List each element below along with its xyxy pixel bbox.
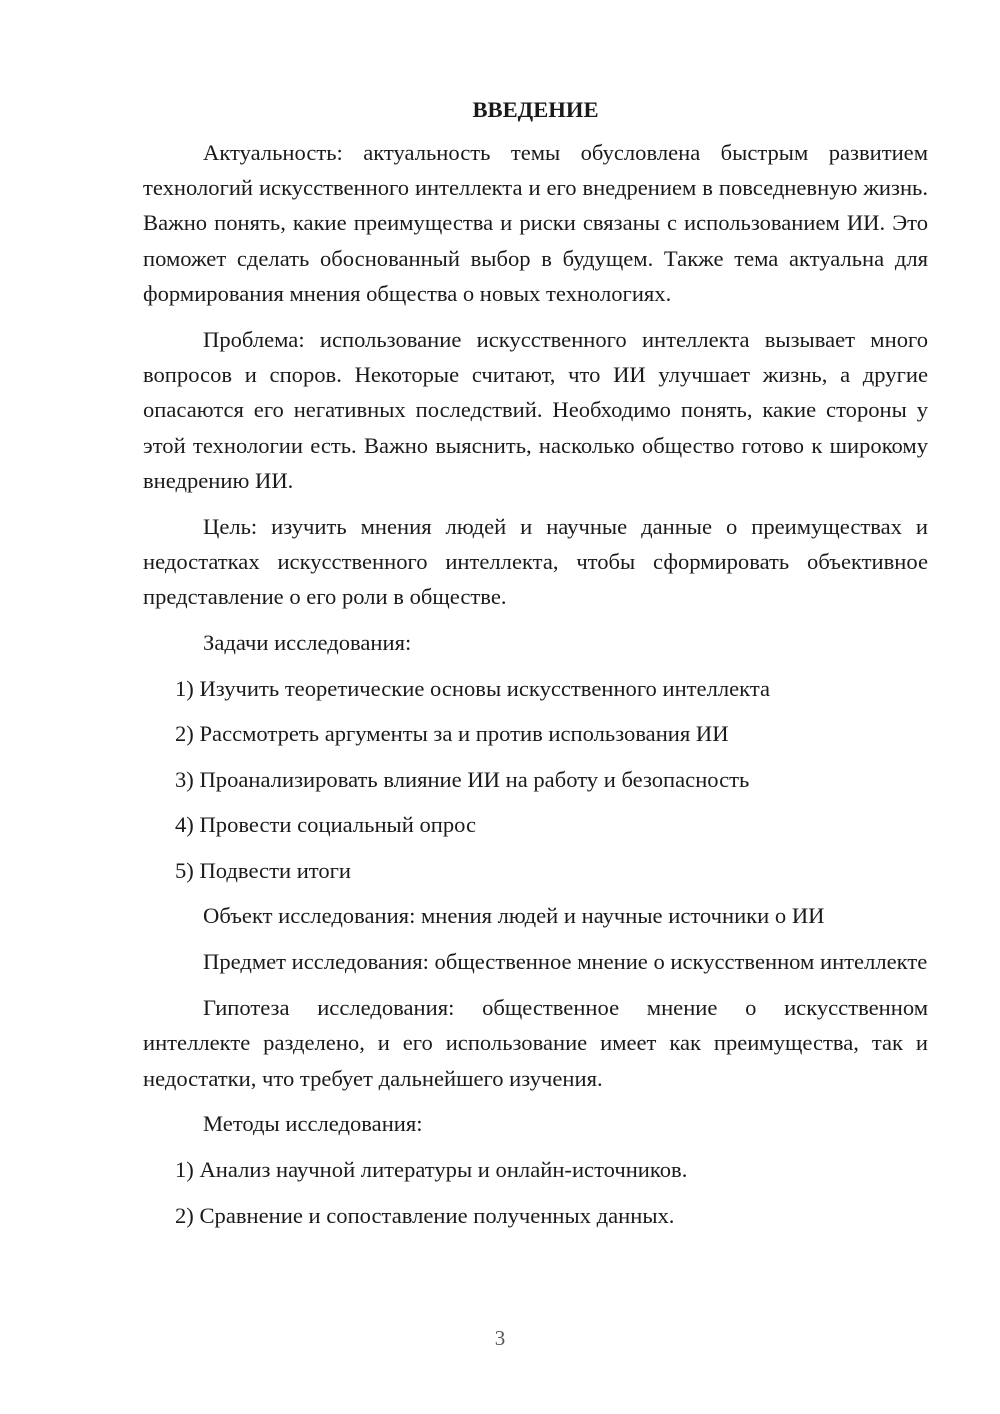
section-title: ВВЕДЕНИЕ bbox=[472, 97, 599, 122]
goal-paragraph: Цель: изучить мнения людей и научные данные о преимуществах и недостатках искусственного интеллекта, чтобы сформировать объективное представление о его роли в обществе. bbox=[143, 514, 928, 610]
list-item: 2) Сравнение и сопоставление полученных данных. bbox=[175, 1202, 675, 1228]
object-paragraph: Объект исследования: мнения людей и научные источники о ИИ bbox=[203, 903, 825, 929]
tasks-list bbox=[143, 671, 928, 888]
list-item: 1) Изучить теоретические основы искусственного интеллекта bbox=[175, 675, 771, 701]
methods-label: Методы исследования: bbox=[203, 1111, 423, 1137]
page-number: 3 bbox=[494, 1326, 506, 1350]
list-item: 1) Анализ научной литературы и онлайн-источников. bbox=[175, 1157, 688, 1183]
problem-paragraph: Проблема: использование искусственного интеллекта вызывает много вопросов и споров. Некоторые считают, что ИИ улучшает жизнь, а другие опасаются его негативных последствий. Необходимо понять, какие стороны у этой технологии есть. Важно выяснить, насколько общество готово к широкому внедрению ИИ. bbox=[143, 327, 928, 493]
document-page bbox=[143, 92, 928, 1233]
list-item: 4) Провести социальный опрос bbox=[175, 812, 477, 838]
methods-list bbox=[143, 1152, 928, 1233]
list-item: 2) Рассмотреть аргументы за и против использования ИИ bbox=[175, 721, 729, 747]
hypothesis-paragraph: Гипотеза исследования: общественное мнение о искусственном интеллекте разделено, и его использование имеет как преимущества, так и недостатки, что требует дальнейшего изучения. bbox=[143, 995, 928, 1091]
relevance-paragraph: Актуальность: актуальность темы обусловлена быстрым развитием технологий искусственного интеллекта и его внедрением в повседневную жизнь. Важно понять, какие преимущества и риски связаны с использованием ИИ. Это поможет сделать обоснованный выбор в будущем. Также тема актуальна для формирования мнения общества о новых технологиях. bbox=[143, 140, 928, 306]
list-item: 5) Подвести итоги bbox=[175, 857, 352, 883]
list-item: 3) Проанализировать влияние ИИ на работу и безопасность bbox=[175, 766, 750, 792]
tasks-label: Задачи исследования: bbox=[203, 630, 412, 656]
subject-paragraph: Предмет исследования: общественное мнение о искусственном интеллекте bbox=[203, 949, 928, 975]
